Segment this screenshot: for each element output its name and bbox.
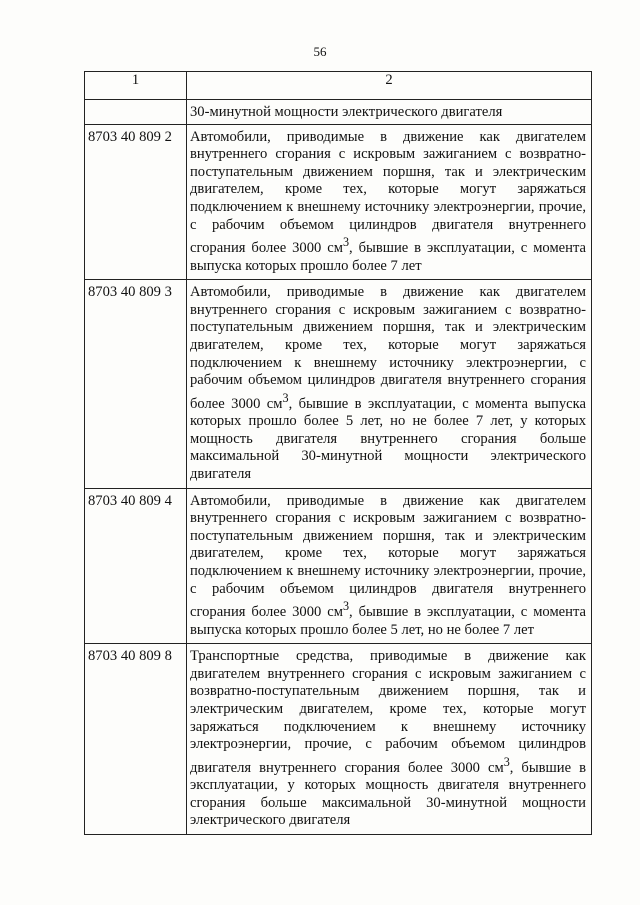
description-cell [187,488,592,644]
description-text: , бывшие в эксплуатации, с момента выпуска которых прошло более 5 лет, но не более 7 лет [190,604,586,638]
description-text: , бывшие в эксплуатации, с момента выпуска которых прошло более 5 лет, но не более 7 лет, у которых мощность двигателя внутреннего сгорания больше максимальной 30-минутной мощности электрического двигателя [190,395,586,482]
superscript: 3 [342,599,350,614]
description-text: Автомобили, приводимые в движение как двигателем внутреннего сгорания с искровым зажиганием с возвратно-поступательным движением поршня, так и электрическим двигателем, кроме тех, которые могут заряжаться подключением к внешнему источнику электроэнергии, прочие, с рабочим объемом цилиндров двигателя внутреннего сгорания более 3000 см [190,128,586,257]
code-cell: 8703 40 809 4 [85,488,187,644]
table-row [85,488,592,644]
table-row [85,280,592,488]
header-col-1: 1 [85,72,187,100]
superscript: 3 [342,235,350,250]
description-text: Транспортные средства, приводимые в движение как двигателем внутреннего сгорания с искровым зажиганием с возвратно-поступательным движением поршня, так и электрическим двигателем, кроме тех, которые могут заряжаться подключением к внешнему источнику электроэнергии, прочие, с рабочим объемом цилиндров двигателя внутреннего сгорания более 3000 см [190,648,586,776]
table-header-row [85,72,592,100]
description-text: , бывшие в эксплуатации, у которых мощность двигателя внутреннего сгорания больше максимальной 30-минутной мощности электрического двигателя [190,759,586,829]
description-text: , бывшие в эксплуатации, с момента выпуска которых прошло более 7 лет [190,240,586,274]
code-cell: 8703 40 809 2 [85,124,187,280]
continuation-text: 30-минутной мощности электрического двигателя [187,100,592,125]
description-text: Автомобили, приводимые в движение как двигателем внутреннего сгорания с искровым зажиганием с возвратно-поступательным движением поршня, так и электрическим двигателем, кроме тех, которые могут заряжаться подключением к внешнему источнику электроэнергии, прочие, с рабочим объемом цилиндров двигателя внутреннего сгорания более 3000 см [190,492,586,621]
page-number: 56 [313,44,327,59]
header-col-2: 2 [187,72,592,100]
superscript: 3 [503,754,510,769]
description-cell [187,280,592,488]
superscript: 3 [282,390,289,405]
empty-code-cell [85,100,187,125]
table-row [85,124,592,280]
description-cell [187,124,592,280]
description-cell [187,644,592,835]
description-text: Автомобили, приводимые в движение как двигателем внутреннего сгорания с искровым зажиганием с возвратно-поступательным движением поршня, так и электрическим двигателем, кроме тех, которые могут заряжаться подключением к внешнему источнику электроэнергии, с рабочим объемом цилиндров двигателя внутреннего сгорания более 3000 см [190,284,586,412]
continuation-row [85,100,592,125]
code-cell: 8703 40 809 3 [85,280,187,488]
table-row [85,644,592,835]
tariff-code-table [84,71,592,835]
code-cell: 8703 40 809 8 [85,644,187,835]
